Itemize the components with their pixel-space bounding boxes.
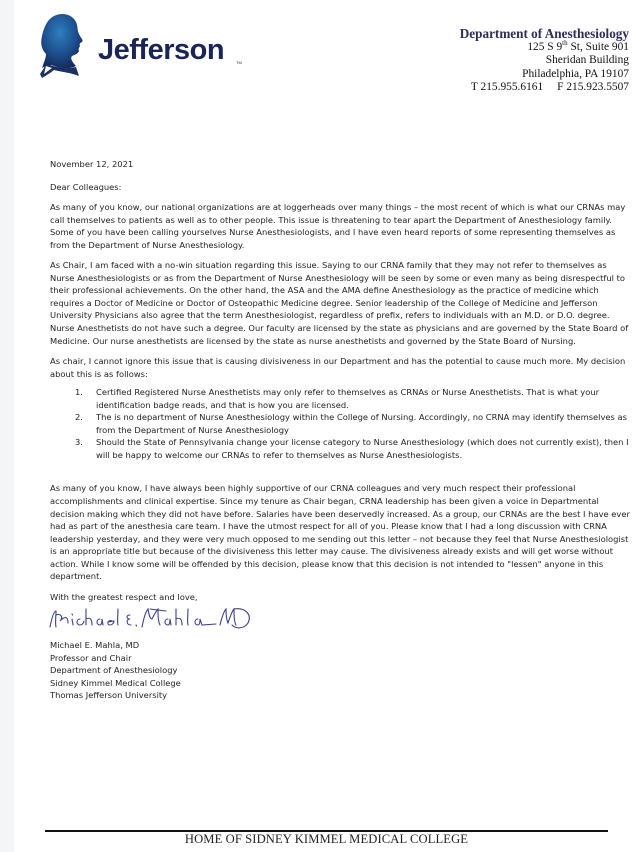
decision-item (50, 386, 630, 411)
address-building: Sheridan Building (545, 54, 629, 67)
signatory-university: Thomas Jefferson University (50, 690, 168, 701)
logo-trademark: TM (236, 60, 242, 65)
signature-mark-icon (46, 605, 256, 635)
address-city: Philadelphia, PA 19107 (522, 67, 629, 80)
address-street (460, 41, 629, 54)
salutation: Dear Colleagues: (50, 181, 122, 192)
handwritten-signature (50, 607, 630, 635)
signatory-block (50, 639, 630, 701)
jefferson-silhouette-icon (32, 10, 92, 82)
letter-date: November 12, 2021 (50, 159, 134, 169)
signatory-title: Professor and Chair (50, 652, 132, 663)
letter-body (50, 158, 630, 701)
decision-item (50, 436, 630, 461)
address-street-suffix: th (562, 39, 568, 48)
decision-item (50, 411, 630, 436)
logo-wordmark: Jefferson (98, 34, 225, 66)
decision-number: 3. (75, 437, 83, 448)
department-name: Department of Anesthesiology (459, 26, 629, 41)
signatory-department: Department of Anesthesiology (50, 665, 178, 676)
phone-fax-line (460, 81, 629, 94)
jefferson-logo (32, 10, 247, 82)
valediction: With the greatest respect and love, (50, 591, 198, 602)
decision-number: 2. (75, 412, 83, 423)
address-street-number: 125 S 9 (527, 41, 563, 53)
paragraph: As chair, I cannot ignore this issue that is causing divisiveness in our Department and has the potential to cause much more. My decision about this is as follows: (50, 356, 626, 379)
signatory-name: Michael E. Mahla, MD (50, 640, 140, 651)
decision-number: 1. (75, 387, 83, 398)
letter-page (14, 0, 632, 852)
paragraph: As Chair, I am faced with a no-win situation regarding this issue. Saying to our CRNA family that they may not refer to themselves as Nurse Anesthesiologists or as from the Department of Nurse Anesthesiology will be seen by some or even many as being disrespectful to their professional achievements. On the other hand, the ASA and the AMA define Anesthesiology as the practice of medicine which requires a Doctor of Medicine or Doctor of Osteopathic Medicine degree. Senior leadership of the College of Medicine and Jefferson University Physicians also agree that the term Anesthesiologist, regardless of prefix, refers to individuals with an M.D. or D.O. degree. Nurse Anesthetists do not have such a degree. Our faculty are licensed by the state as physicians and are governed by the State Board of Medicine. Our nurse anesthetists are licensed by the state as nurse anesthetists and governed by the State Board of Nursing. (50, 260, 629, 346)
decision-text: Should the State of Pennsylvania change your license category to Nurse Anesthesiology (which does not currently exist), then I will be happy to welcome our CRNAs to refer to themselves as Nurse Anesthesiologists. (96, 437, 629, 460)
address-street-suite: St, Suite 901 (567, 41, 629, 53)
phone-number: T 215.955.6161 (470, 81, 544, 94)
footer-tagline: HOME OF SIDNEY KIMMEL MEDICAL COLLEGE (184, 832, 469, 846)
paragraph: As many of you know, our national organizations are at loggerheads over many things – the most recent of which is what our CRNAs may call themselves to patients as well as to other people. This issue is threatening to tear apart the Department of Anesthesiology family. Some of you have been calling yourselves Nurse Anesthesiologists, and I have even heard reports of some representing themselves as from the Department of Nurse Anesthesiology. (50, 202, 626, 250)
signatory-college: Sidney Kimmel Medical College (50, 677, 181, 688)
fax-number: F 215.923.5507 (557, 81, 629, 94)
decision-text: Certified Registered Nurse Anesthetists may only refer to themselves as CRNAs or Nurse Anesthetists. That is what your identification badge reads, and that is how you are licensed. (96, 387, 600, 410)
decision-list (50, 386, 630, 461)
decision-text: The is no department of Nurse Anesthesiology within the College of Nursing. Accordingly, no CRNA may identify themselves as from the Department of Nurse Anesthesiology (96, 412, 628, 435)
department-address-block (460, 26, 629, 95)
closing-paragraph: As many of you know, I have always been highly supportive of our CRNA colleagues and very much respect their professional accomplishments and clinical expertise. Since my tenure as Chair began, CRNA leadership has been given a voice in Departmental decision making which they did not have before. Salaries have been deservedly increased. As a group, our CRNAs are the best I have ever had as part of the anesthesia care team. I have the utmost respect for all of you. Please know that I had a long discussion with CRNA leadership yesterday, and they were very much opposed to me sending out this letter – not because they feel that Nurse Anesthesiologist is an appropriate title but because of the divisiveness this letter may cause. The divisiveness already exists and will get worse without action. While I know some will be offended by this decision, please know that this decision is not intended to "lessen" anyone in this department. (50, 483, 630, 582)
